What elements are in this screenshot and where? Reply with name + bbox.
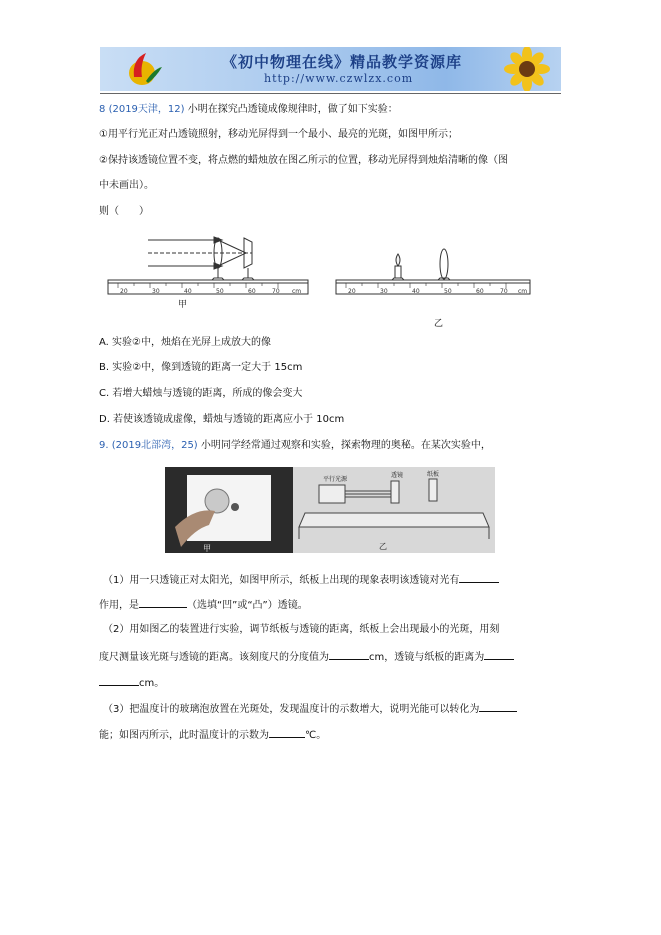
jia-tick-70: 70 — [272, 288, 280, 295]
figure-jia — [106, 228, 316, 308]
photo-label-jia: 甲 — [203, 544, 211, 553]
photo-parallel-light: 平行光源 — [323, 476, 348, 483]
q8-option-a: A. 实验②中，烛焰在光屏上成放大的像 — [99, 337, 271, 348]
q8-option-c: C. 若增大蜡烛与透镜的距离，所成的像会变大 — [99, 388, 303, 399]
q8-option-d: D. 若使该透镜成虚像，蜡烛与透镜的距离应小于 10cm — [99, 414, 345, 425]
header-banner — [100, 47, 561, 91]
banner-url: http://www.czwlzx.com — [264, 72, 414, 85]
q9-p2b-mid: cm，透镜与纸板的距离为 — [369, 652, 485, 663]
q8-stem: 小明在探究凸透镜成像规律时，做了如下实验： — [187, 104, 398, 115]
q8-step2b: 中未画出）。 — [99, 180, 154, 191]
answer-blank-5[interactable] — [99, 675, 139, 686]
q8-source: (2019天津，12) — [108, 104, 185, 115]
photo-lens: 透镜 — [391, 472, 404, 479]
q8-option-b: B. 实验②中，像到透镜的距离一定大于 15cm — [99, 362, 303, 373]
q9-number: 9. — [99, 440, 109, 451]
q8-line-1 — [99, 103, 398, 117]
q9-p2b — [99, 649, 514, 665]
yi-tick-30: 30 — [380, 288, 388, 295]
yi-tick-cm: cm — [518, 288, 528, 295]
q9-p3a-pre: （3）把温度计的玻璃泡放置在光斑处，发现温度计的示数增大，说明光能可以转化为 — [103, 704, 480, 715]
answer-blank-1[interactable] — [459, 572, 499, 583]
jia-tick-50: 50 — [216, 288, 224, 295]
yi-tick-20: 20 — [348, 288, 356, 295]
q8-step1: ①用平行光正对凸透镜照射，移动光屏得到一个最小、最亮的光斑，如图甲所示； — [99, 129, 458, 140]
photo-paper: 纸板 — [427, 471, 440, 478]
q9-p3b-pre: 能；如图丙所示，此时温度计的示数为 — [99, 730, 269, 741]
answer-blank-6[interactable] — [479, 701, 517, 712]
answer-blank-3[interactable] — [329, 649, 369, 660]
sunflower-icon — [491, 47, 561, 91]
q9-p1a — [103, 572, 499, 588]
figure-yi — [334, 240, 534, 340]
banner-title: 《初中物理在线》精品教学资源库 — [222, 53, 463, 71]
fig-jia-label: 甲 — [178, 300, 188, 308]
q8-prompt: 则（ ） — [99, 206, 149, 217]
q9-p2c-post: cm。 — [139, 678, 165, 689]
yi-tick-40: 40 — [412, 288, 420, 295]
q9-p2b-pre: 度尺测量该光斑与透镜的距离。该刻度尺的分度值为 — [99, 652, 329, 663]
q9-p1b-post: （选填“凹”或“凸”）透镜。 — [187, 600, 308, 611]
q9-line-1 — [99, 439, 491, 453]
answer-blank-2[interactable] — [139, 597, 187, 608]
q8-number: 8 — [99, 104, 106, 115]
photo-label-yi: 乙 — [379, 542, 387, 551]
jia-tick-20: 20 — [120, 288, 128, 295]
jia-tick-40: 40 — [184, 288, 192, 295]
yi-tick-50: 50 — [444, 288, 452, 295]
q9-p3a — [103, 701, 517, 717]
q9-p1a-text: （1）用一只透镜正对太阳光，如图甲所示，纸板上出现的现象表明该透镜对光有 — [103, 575, 460, 586]
site-logo — [118, 47, 178, 91]
fig-yi-label: 乙 — [434, 319, 444, 329]
jia-tick-30: 30 — [152, 288, 160, 295]
jia-tick-cm: cm — [292, 288, 302, 295]
q9-p1b — [99, 597, 308, 613]
answer-blank-7[interactable] — [269, 727, 305, 738]
q9-stem: 小明同学经常通过观察和实验，探索物理的奥秘。在某次实验中， — [200, 440, 491, 451]
q9-p3b — [99, 727, 326, 743]
q9-p1b-pre: 作用，是 — [99, 600, 139, 611]
jia-tick-60: 60 — [248, 288, 256, 295]
q9-p2c — [99, 675, 164, 691]
header-rule — [100, 93, 561, 94]
q9-p3b-post: ℃。 — [305, 730, 327, 741]
q9-p2a: （2）用如图乙的装置进行实验，调节纸板与透镜的距离，纸板上会出现最小的光斑，用刻 — [103, 624, 500, 635]
yi-tick-70: 70 — [500, 288, 508, 295]
q8-step2a: ②保持该透镜位置不变，将点燃的蜡烛放在图乙所示的位置，移动光屏得到烛焰清晰的像（图 — [99, 155, 508, 166]
yi-tick-60: 60 — [476, 288, 484, 295]
answer-blank-4[interactable] — [484, 649, 514, 660]
q9-photo — [165, 467, 495, 553]
q9-source: (2019北部湾，25) — [111, 440, 198, 451]
